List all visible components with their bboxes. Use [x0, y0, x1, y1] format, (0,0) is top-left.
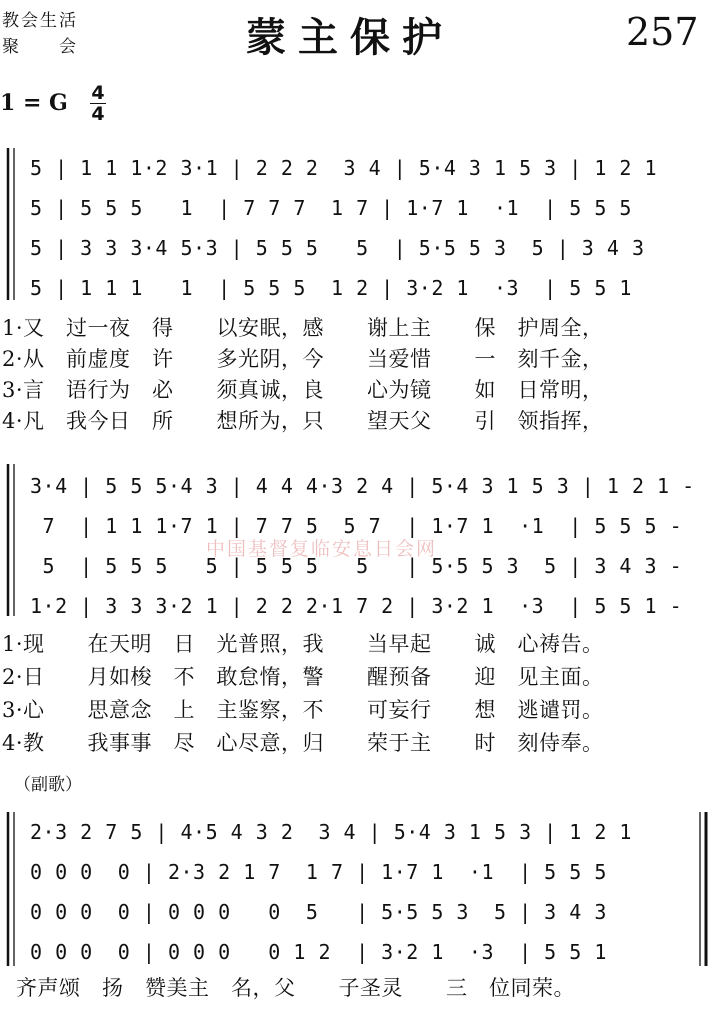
time-signature-top: 4 [91, 82, 105, 104]
chorus-part3: 0 0 0 0 | 0 0 0 0 5 | 5·5 5 3 5 | 3 4 3 [30, 900, 607, 924]
hymnal-name: 教会生活 [2, 11, 78, 31]
system2-part4: 1·2 | 3 3 3·2 1 | 2 2 2·1 7 2 | 3·2 1 ·3 | 5 5 1 - [30, 594, 683, 618]
system2-lyric-verse2: 2·日 月如梭 不 敢怠惰，警 醒预备 迎 见主面。 [2, 665, 604, 689]
time-signature-bottom: 4 [91, 103, 105, 125]
system2-lyric-verse1: 1·现 在天明 日 光普照，我 当早起 诚 心祷告。 [2, 632, 604, 656]
system2-part1: 3·4 | 5 5 5·4 3 | 4 4 4·3 2 4 | 5·4 3 1 5 3 | 1 2 1 - [30, 474, 695, 498]
system1-lyric-verse2: 2·从 前虚度 许 多光阴，今 当爱惜 一 刻千金， [2, 347, 604, 371]
system2-part2: 7 | 1 1 1·7 1 | 7 7 5 5 7 | 1·7 1 ·1 | 5 5 5 - [30, 514, 683, 538]
chorus-part4: 0 0 0 0 | 0 0 0 0 1 2 | 3·2 1 ·3 | 5 5 1 [30, 940, 607, 964]
watermark: 中国基督复临安息日会网 [206, 538, 438, 560]
system2-lyric-verse3: 3·心 思意念 上 主鉴察，不 可妄行 想 逃谴罚。 [2, 698, 604, 722]
system1-part4: 5 | 1 1 1 1 | 5 5 5 1 2 | 3·2 1 ·3 | 5 5 1 [30, 276, 632, 300]
hymn-number: 257 [626, 10, 699, 54]
hymn-title: 蒙主保护 [246, 14, 454, 61]
system2-lyric-verse4: 4·教 我事事 尽 心尽意，归 荣于主 时 刻侍奉。 [2, 731, 604, 755]
chorus-lyric: 齐声颂 扬 赞美主 名，父 子圣灵 三 位同荣。 [16, 976, 575, 1000]
hymnal-section: 聚 会 [2, 37, 78, 57]
system1-lyric-verse1: 1·又 过一夜 得 以安眠，感 谢上主 保 护周全， [2, 316, 604, 340]
chorus-label: （副歌） [14, 775, 82, 795]
system1-part3: 5 | 3 3 3·4 5·3 | 5 5 5 5 | 5·5 5 3 5 | 3 4 3 [30, 236, 645, 260]
key-signature: 1 = G [0, 90, 68, 116]
chorus-part2: 0 0 0 0 | 2·3 2 1 7 1 7 | 1·7 1 ·1 | 5 5 5 [30, 860, 607, 884]
system1-part1: 5 | 1 1 1·2 3·1 | 2 2 2 3 4 | 5·4 3 1 5 3 | 1 2 1 [30, 156, 658, 180]
chorus-part1: 2·3 2 7 5 | 4·5 4 3 2 3 4 | 5·4 3 1 5 3 | 1 2 1 [30, 820, 632, 844]
system2-part3: 5 | 5 5 5 5 | 5 5 5 5 | 5·5 5 3 5 | 3 4 3 - [30, 554, 683, 578]
system1-lyric-verse3: 3·言 语行为 必 须真诚，良 心为镜 如 日常明， [2, 378, 604, 402]
system1-part2: 5 | 5 5 5 1 | 7 7 7 1 7 | 1·7 1 ·1 | 5 5 5 [30, 196, 632, 220]
system1-lyric-verse4: 4·凡 我今日 所 想所为，只 望天父 引 领指挥， [2, 409, 604, 433]
